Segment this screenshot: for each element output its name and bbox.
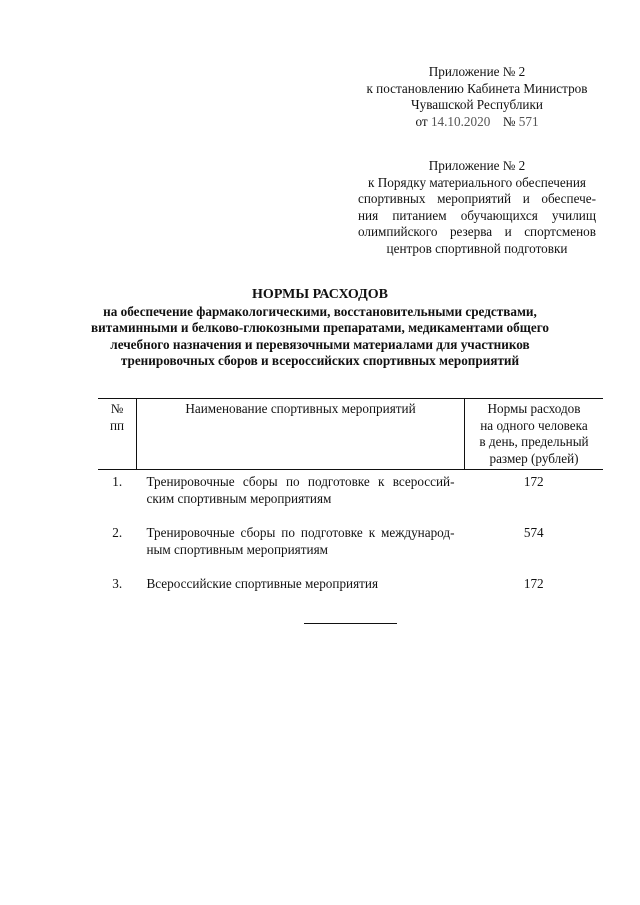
row-event-name: Тренировочные сборы по подготовке к всероссий- ским спортивным мероприятиям xyxy=(146,474,455,506)
appendix-resolution-ref: к постановлению Кабинета Министров xyxy=(366,80,588,96)
table-row xyxy=(98,576,603,611)
appendix-republic: Чувашской Республики xyxy=(411,97,543,112)
row-number: 2. xyxy=(112,525,123,540)
table-row xyxy=(98,525,603,576)
appendix2-line-2: к Порядку материального обеспечения xyxy=(368,174,586,190)
row-norm-value: 172 xyxy=(523,576,544,591)
row-norm-value: 574 xyxy=(523,525,544,540)
appendix-title: Приложение № 2 xyxy=(428,64,526,79)
document-title xyxy=(80,287,560,370)
appendix2-line-5: олимпийского резерва и спортсменов xyxy=(358,224,596,239)
title-sub-2: витаминными и белково-глюкозными препаратами, медикаментами общего xyxy=(91,320,549,335)
closing-divider xyxy=(304,623,397,624)
date-prefix: от xyxy=(415,113,428,129)
appendix2-title: Приложение № 2 xyxy=(428,158,526,173)
header-number: № пп xyxy=(98,399,137,470)
title-sub-3: лечебного назначения и перевязочными материалами для участников xyxy=(110,336,530,352)
title-sub-4: тренировочных сборов и всероссийских спортивных мероприятий xyxy=(120,353,520,368)
table-row xyxy=(98,470,603,526)
table-header-row xyxy=(98,399,603,470)
resolution-date: 14.10.2020 xyxy=(430,113,491,129)
row-event-name: Тренировочные сборы по подготовке к международ- ным спортивным мероприятиям xyxy=(146,525,455,557)
header-norm: Нормы расходов на одного человека в день, предельный размер (рублей) xyxy=(479,401,589,466)
header-event-name: Наименование спортивных мероприятий xyxy=(137,399,465,470)
number-prefix: № xyxy=(502,113,516,129)
title-sub-1: на обеспечение фармакологическими, восстановительными средствами, xyxy=(103,303,537,319)
appendix-to-resolution xyxy=(358,64,596,130)
norms-table xyxy=(98,398,603,611)
appendix-date-line xyxy=(358,114,596,131)
row-event-name: Всероссийские спортивные мероприятия xyxy=(146,576,379,591)
row-number: 3. xyxy=(112,576,123,591)
row-norm-value: 172 xyxy=(523,474,544,489)
appendix2-line-3: спортивных мероприятий и обеспече- xyxy=(358,191,596,206)
title-main: НОРМЫ РАСХОДОВ xyxy=(252,287,388,302)
resolution-number: 571 xyxy=(518,113,539,129)
appendix2-line-4: ния питанием обучающихся училищ xyxy=(358,207,596,223)
appendix-to-procedure xyxy=(358,158,596,257)
appendix2-line-6: центров спортивной подготовки xyxy=(386,240,568,256)
row-number: 1. xyxy=(112,474,123,489)
